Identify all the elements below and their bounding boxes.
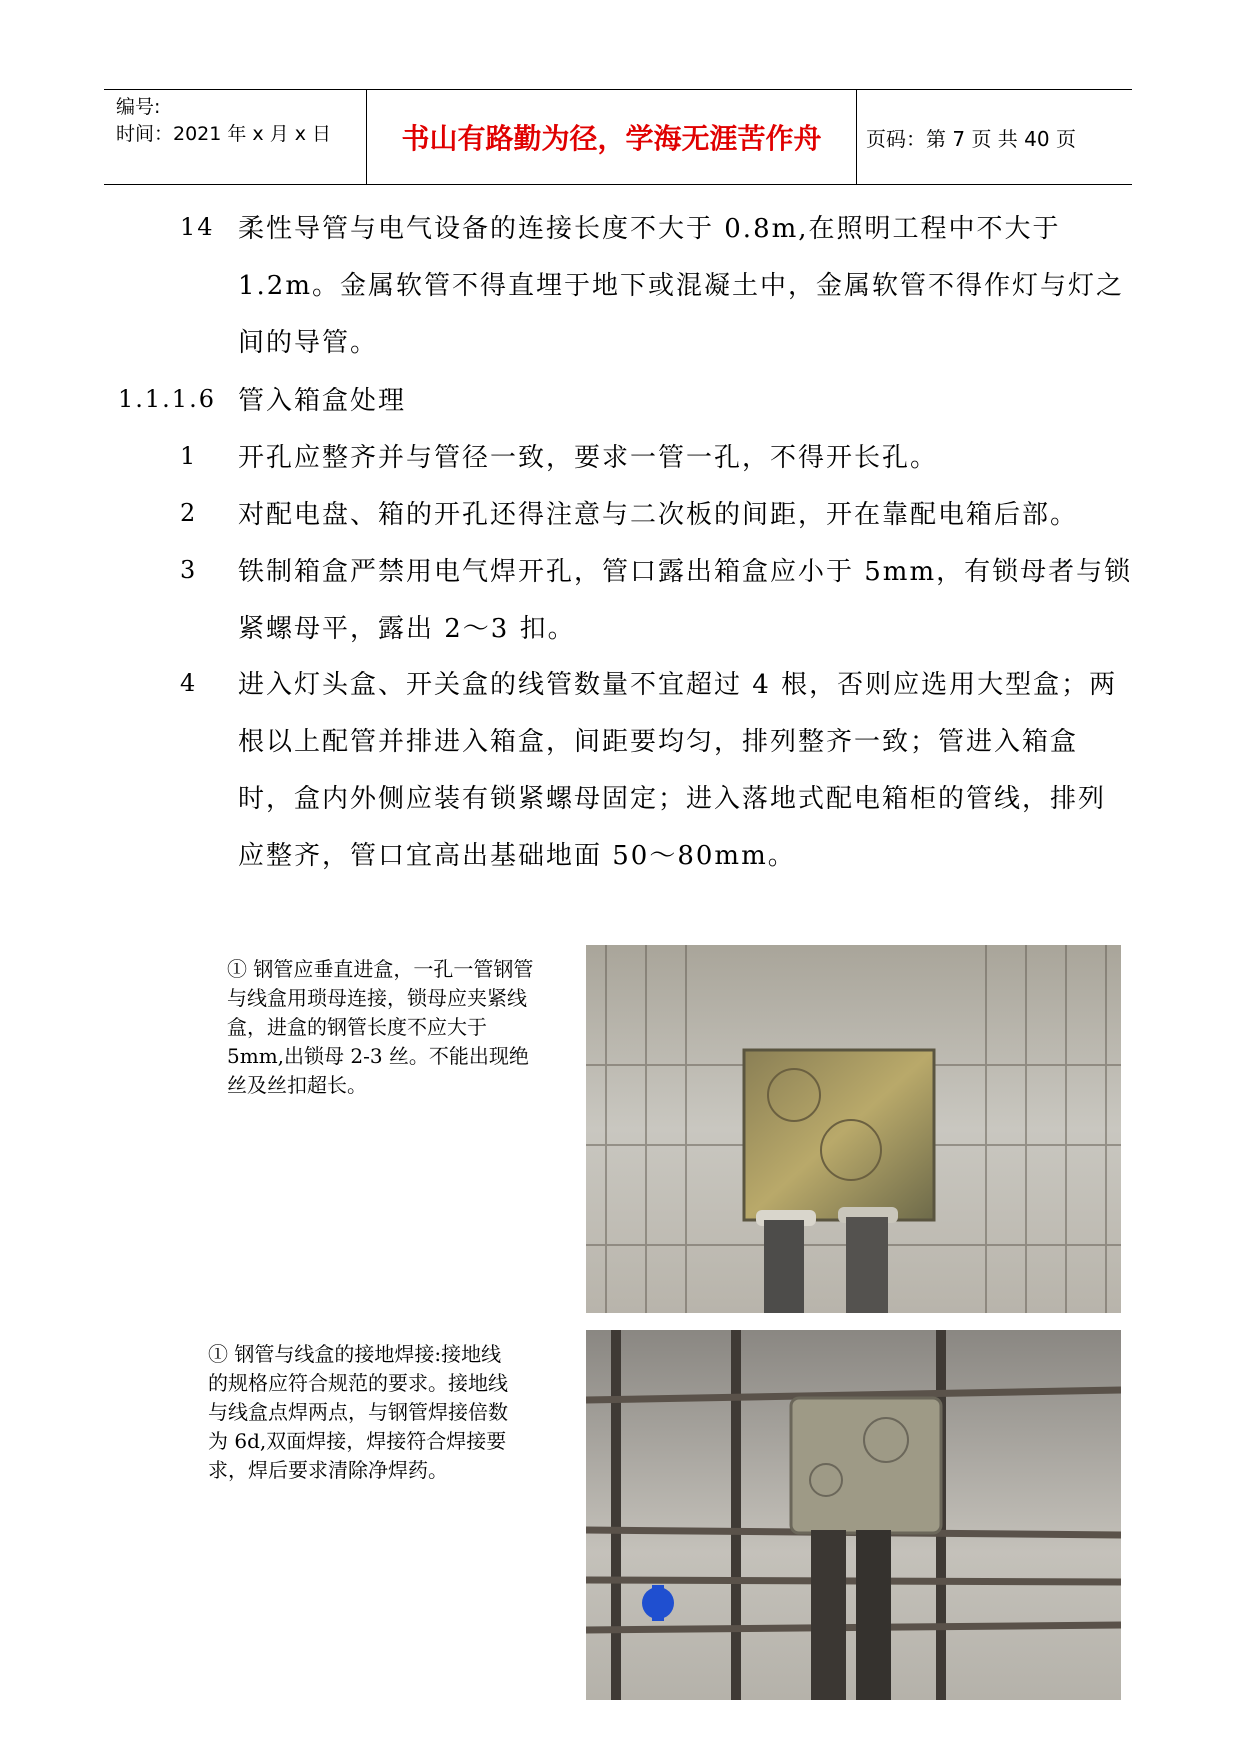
section-number: 1.1.1.6 bbox=[118, 385, 216, 413]
section-title: 管入箱盒处理 bbox=[238, 386, 407, 416]
photo-caption: ① 钢管与线盒的接地焊接:接地线的规格应符合规范的要求。接地线与线盒点焊两点，与钢管焊接倍数为 6d,双面焊接，焊接符合焊接要求，焊后要求清除净焊药。 bbox=[208, 1342, 508, 1482]
photo-caption: ① 钢管应垂直进盒，一孔一管钢管与线盒用琐母连接，锁母应夹紧线盒，进盒的钢管长度不应大于 5mm,出锁母 2-3 丝。不能出现绝丝及丝扣超长。 bbox=[227, 957, 534, 1097]
page-header bbox=[104, 89, 1132, 185]
item-number: 2 bbox=[180, 499, 198, 527]
header-meta bbox=[116, 94, 331, 148]
item-number: 14 bbox=[180, 213, 215, 241]
item-number: 4 bbox=[180, 669, 198, 697]
junction-box-conduit-photo bbox=[586, 945, 1121, 1313]
item-text: 柔性导管与电气设备的连接长度不大于 0.8m,在照明工程中不大于 1.2m。金属软管不得直埋于地下或混凝土中，金属软管不得作灯与灯之间的导管。 bbox=[238, 214, 1125, 358]
item-text: 对配电盘、箱的开孔还得注意与二次板的间距，开在靠配电箱后部。 bbox=[238, 500, 1079, 530]
document-time-label: 时间：2021 年 x 月 x 日 bbox=[116, 123, 332, 145]
header-divider bbox=[856, 90, 857, 184]
item-text: 开孔应整齐并与管径一致，要求一管一孔，不得开长孔。 bbox=[238, 443, 939, 473]
document-number-label: 编号: bbox=[116, 96, 161, 118]
photo-illustration bbox=[586, 1330, 1121, 1700]
junction-box-welding-photo bbox=[586, 1330, 1121, 1700]
page-number-label: 页码：第 7 页 共 40 页 bbox=[866, 126, 1076, 151]
photo-illustration bbox=[586, 945, 1121, 1313]
header-motto: 书山有路勤为径，学海无涯苦作舟 bbox=[401, 122, 822, 155]
item-text: 铁制箱盒严禁用电气焊开孔，管口露出箱盒应小于 5mm，有锁母者与锁紧螺母平，露出 2～3 扣。 bbox=[238, 557, 1133, 644]
item-number: 3 bbox=[180, 556, 198, 584]
item-number: 1 bbox=[180, 442, 198, 470]
item-text: 进入灯头盒、开关盒的线管数量不宜超过 4 根，否则应选用大型盒；两根以上配管并排进入箱盒，间距要均匀，排列整齐一致；管进入箱盒时，盒内外侧应装有锁紧螺母固定；进入落地式配电箱柜的管线，排列应整齐，管口宜高出基础地面 50～80mm。 bbox=[238, 670, 1118, 871]
